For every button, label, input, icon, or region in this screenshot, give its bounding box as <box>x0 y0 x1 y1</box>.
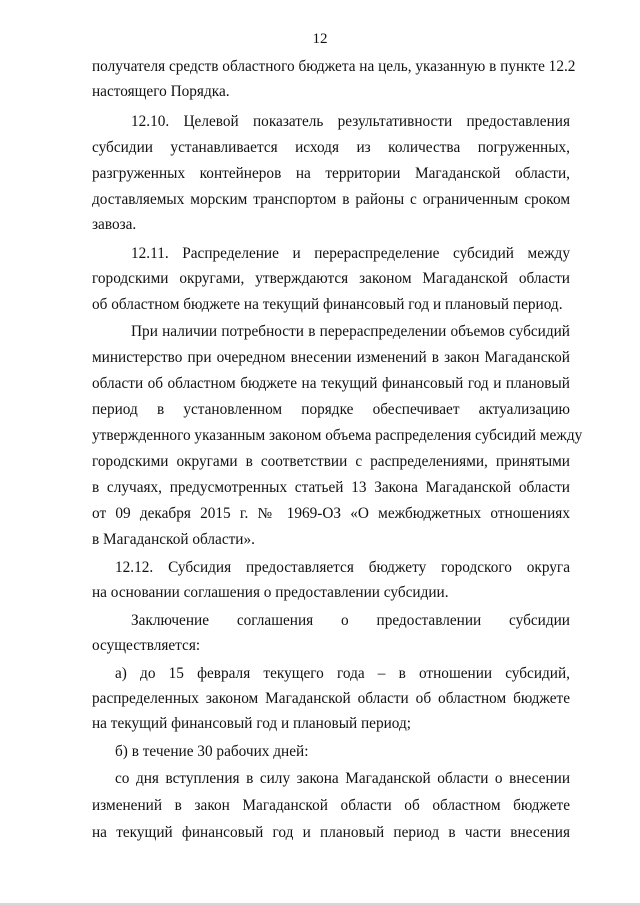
text-line: в случаях, предусмотренных статьей 13 Закона Магаданской области <box>92 479 570 496</box>
text-line: настоящего Порядка. <box>92 83 230 100</box>
text-line: министерство при очередном внесении изменений в закон Магаданской <box>92 349 570 366</box>
text-line: период в установленном порядке обеспечивает актуализацию <box>92 401 570 418</box>
paragraph-12-12-start: 12.12. Субсидия предоставляется бюджету городского округа <box>115 559 570 576</box>
text-line: на основании соглашения о предоставлении субсидии. <box>92 584 449 601</box>
text-line: городскими округами в соответствии с распределениями, принятыми <box>92 453 570 470</box>
list-item-a: а) до 15 февраля текущего года – в отношении субсидий, <box>115 665 570 682</box>
text-line: на текущий финансовый год и плановый период; <box>92 715 412 732</box>
paragraph-12-11-start: 12.11. Распределение и перераспределение субсидий между <box>131 245 570 262</box>
text-line: области об областном бюджете на текущий финансовый год и плановый <box>92 375 570 392</box>
text-line: получателя средств областного бюджета на цель, указанную в пункте 12.2 <box>92 58 576 75</box>
list-item-b-detail-start: со дня вступления в силу закона Магаданской области о внесении <box>115 770 570 787</box>
text-line: распределенных законом Магаданской области об областном бюджете <box>92 690 570 707</box>
text-line: городскими округами, утверждаются законом Магаданской области <box>92 270 570 287</box>
text-line: осуществляется: <box>92 637 201 654</box>
paragraph-redistribution-start: При наличии потребности в перераспределении объемов субсидий <box>131 323 570 340</box>
text-line: завоза. <box>92 216 137 233</box>
text-line: изменений в закон Магаданской области об областном бюджете <box>92 797 570 814</box>
paragraph-agreement-start: Заключение соглашения о предоставлении субсидии <box>131 612 570 629</box>
text-line: от 09 декабря 2015 г. № 1969-ОЗ «О межбюджетных отношениях <box>92 505 570 522</box>
text-line: разгруженных контейнеров на территории Магаданской области, <box>92 165 570 182</box>
text-line: субсидии устанавливается исходя из количества погруженных, <box>92 139 570 156</box>
text-line: доставляемых морским транспортом в районы с ограниченным сроком <box>92 191 570 208</box>
text-line: в Магаданской области». <box>92 531 255 548</box>
text-line: на текущий финансовый год и плановый период в части внесения <box>92 824 570 841</box>
page-number: 12 <box>312 31 328 47</box>
paragraph-12-10-start: 12.10. Целевой показатель результативности предоставления <box>131 113 570 130</box>
text-line: утвержденного указанным законом объема распределения субсидий между <box>92 427 583 444</box>
text-line: об областном бюджете на текущий финансовый год и плановый период. <box>92 296 563 313</box>
list-item-b: б) в течение 30 рабочих дней: <box>115 743 309 760</box>
